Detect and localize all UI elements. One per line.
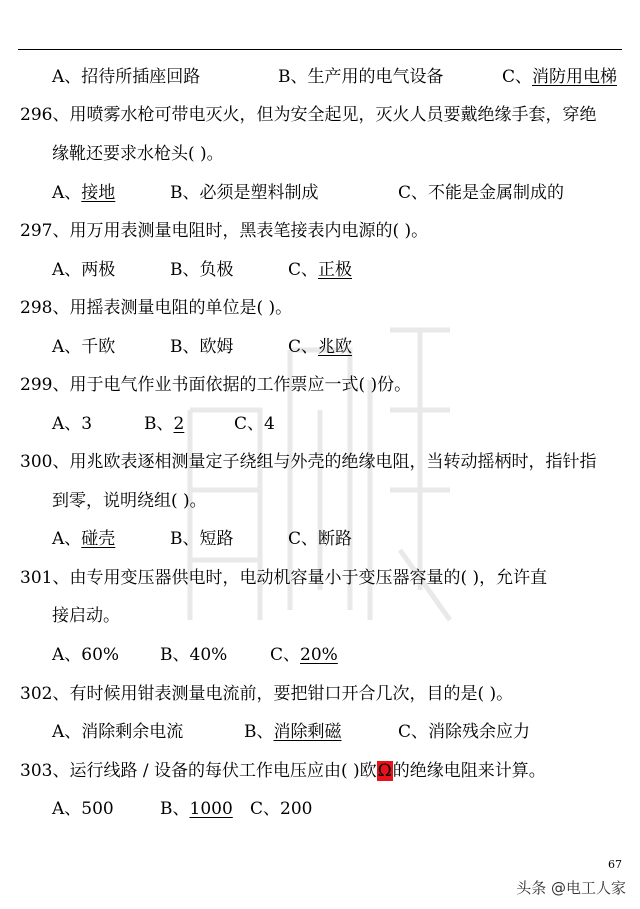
option-text: 消防用电梯 [532, 67, 618, 87]
question-text: 的绝缘电阻来计算。 [392, 761, 546, 781]
answer-option [52, 413, 92, 435]
option-text: 60% [81, 645, 120, 665]
question-line: 300、用兆欧表逐相测量定子绕组与外壳的绝缘电阻，当转动摇柄时，指针指 [20, 452, 597, 472]
answer-option [288, 528, 352, 550]
option-letter: B、 [170, 337, 200, 357]
option-letter: A、 [52, 529, 82, 549]
answer-option [250, 798, 312, 820]
highlighted-unit: Ω [377, 761, 392, 781]
option-letter: B、 [278, 67, 308, 87]
answer-option [52, 528, 115, 550]
option-text: 2 [173, 414, 185, 434]
option-text: 必须是塑料制成 [199, 183, 319, 203]
option-text: 招待所插座回路 [81, 67, 201, 87]
option-letter: A、 [52, 722, 82, 742]
answer-option [52, 182, 115, 204]
option-text: 千欧 [81, 337, 116, 357]
answer-option [234, 413, 275, 435]
option-text: 正极 [318, 260, 353, 280]
answer-option [288, 336, 352, 358]
option-text: 不能是金属制成的 [428, 183, 565, 203]
option-letter: B、 [144, 414, 174, 434]
answer-option [270, 644, 338, 666]
question-continuation: 接启动。 [52, 606, 120, 626]
option-letter: A、 [52, 260, 82, 280]
option-letter: A、 [52, 337, 82, 357]
option-text: 接地 [81, 183, 116, 203]
answer-option [288, 259, 352, 281]
answer-option [398, 721, 530, 743]
option-text: 消除残余应力 [428, 722, 531, 742]
answer-option [52, 798, 114, 820]
option-letter: B、 [170, 260, 200, 280]
answer-option [52, 721, 183, 743]
option-letter: C、 [288, 260, 319, 280]
option-letter: C、 [234, 414, 265, 434]
source-credit: 头条 @电工人家 [516, 879, 626, 897]
option-letter: B、 [170, 183, 200, 203]
option-text: 消除剩余电流 [81, 722, 184, 742]
option-letter: A、 [52, 414, 82, 434]
option-text: 1000 [189, 799, 233, 819]
option-text: 断路 [318, 529, 353, 549]
option-text: 两极 [81, 260, 116, 280]
option-letter: C、 [250, 799, 281, 819]
option-letter: A、 [52, 645, 82, 665]
question-line: 301、由专用变压器供电时，电动机容量小于变压器容量的( )，允许直 [20, 568, 548, 588]
option-letter: B、 [160, 799, 190, 819]
option-letter: C、 [398, 183, 429, 203]
option-text: 40% [189, 645, 228, 665]
question-line: 297、用万用表测量电阻时，黑表笔接表内电源的( )。 [20, 221, 429, 241]
answer-option [52, 259, 115, 281]
option-letter: B、 [160, 645, 190, 665]
option-text: 欧姆 [199, 337, 234, 357]
option-letter: B、 [244, 722, 274, 742]
question-line: 299、用于电气作业书面依据的工作票应一式( )份。 [20, 375, 412, 395]
option-letter: A、 [52, 67, 82, 87]
option-letter: C、 [288, 529, 319, 549]
question-line: 298、用摇表测量电阻的单位是( )。 [20, 298, 293, 318]
header-rule [18, 49, 622, 50]
answer-option [52, 644, 119, 666]
question-line: 296、用喷雾水枪可带电灭火，但为安全起见，灭火人员要戴绝缘手套，穿绝 [20, 105, 597, 125]
option-text: 3 [81, 414, 93, 434]
option-text: 20% [300, 645, 338, 665]
option-letter: C、 [288, 337, 319, 357]
option-text: 200 [280, 799, 313, 819]
option-letter: A、 [52, 183, 82, 203]
option-text: 生产用的电气设备 [307, 67, 444, 87]
answer-option [170, 259, 234, 281]
answer-option [170, 528, 234, 550]
option-text: 碰壳 [81, 529, 116, 549]
question-continuation: 缘靴还要求水枪头( )。 [52, 144, 224, 164]
question-line: 302、有时候用钳表测量电流前，要把钳口开合几次，目的是( )。 [20, 684, 514, 704]
option-text: 短路 [199, 529, 234, 549]
option-text: 负极 [199, 260, 234, 280]
option-letter: C、 [398, 722, 429, 742]
answer-option [52, 336, 115, 358]
option-letter: C、 [502, 67, 533, 87]
option-letter: C、 [270, 645, 301, 665]
question-continuation: 到零，说明绕组( )。 [52, 491, 207, 511]
page-number: 67 [608, 858, 622, 871]
answer-option [144, 413, 184, 435]
option-text: 兆欧 [318, 337, 353, 357]
option-text: 500 [81, 799, 114, 819]
answer-option [160, 798, 233, 820]
option-text: 4 [264, 414, 275, 434]
answer-option [244, 721, 342, 743]
answer-option [398, 182, 564, 204]
answer-option [278, 66, 444, 88]
option-letter: B、 [170, 529, 200, 549]
answer-option [52, 66, 200, 88]
option-letter: A、 [52, 799, 82, 819]
question-line [0, 760, 640, 782]
answer-option [170, 336, 234, 358]
answer-option [170, 182, 319, 204]
option-text: 消除剩磁 [273, 722, 342, 742]
question-text: 303、运行线路 / 设备的每伏工作电压应由( )欧 [20, 761, 377, 781]
answer-option [502, 66, 617, 88]
answer-option [160, 644, 227, 666]
